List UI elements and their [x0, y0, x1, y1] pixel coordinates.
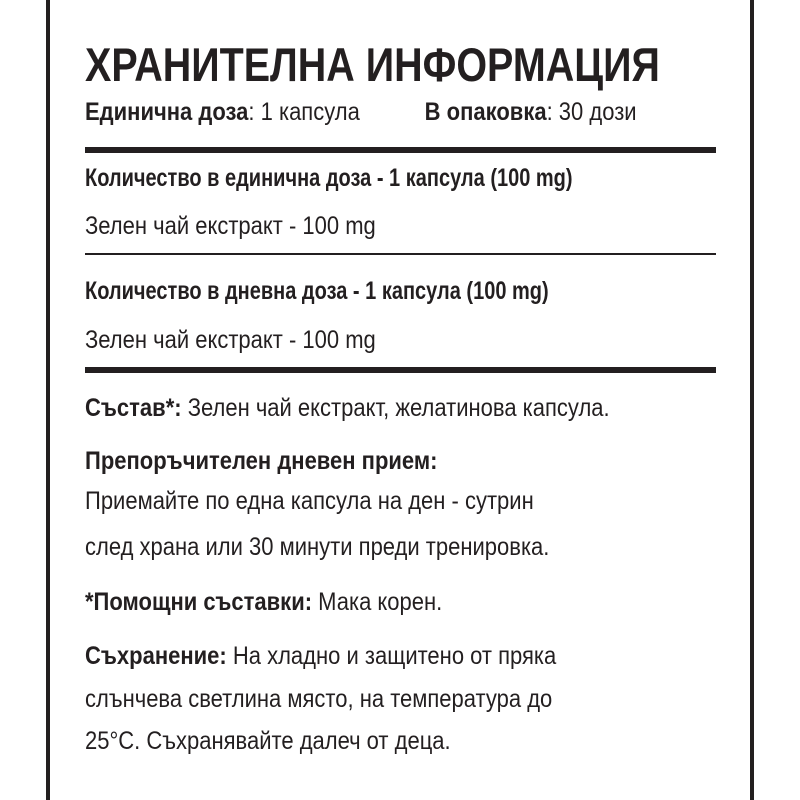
composition-text: Зелен чай екстракт, желатинова капсула.	[181, 394, 610, 422]
serving-unit-label: Единична доза	[85, 98, 249, 126]
excipients-text: Мака корен.	[312, 588, 443, 616]
storage	[85, 640, 640, 672]
composition	[85, 392, 640, 424]
servings-per-pack-label: В опаковка	[424, 98, 547, 126]
recommended-line: Приемайте по една капсула на ден - сутрин	[85, 487, 534, 515]
servings-per-pack-value: : 30 дози	[546, 98, 637, 126]
label-title: ХРАНИТЕЛНА ИНФОРМАЦИЯ	[85, 38, 660, 91]
storage-text: На хладно и защитено от пряка	[226, 642, 557, 670]
per-unit-item: Зелен чай екстракт - 100 mg	[85, 212, 376, 240]
per-day-heading: Количество в дневна доза - 1 капсула (100 mg)	[85, 277, 549, 305]
divider-thick	[85, 147, 716, 153]
divider	[85, 253, 716, 255]
per-unit-heading: Количество в единична доза - 1 капсула (100 mg)	[85, 164, 573, 192]
excipients	[85, 586, 640, 618]
composition-label: Състав*:	[85, 394, 182, 422]
storage-line: слънчева светлина място, на температура до	[85, 685, 553, 713]
serving-unit-value: : 1 капсула	[248, 98, 360, 126]
recommended-heading: Препоръчителен дневен прием:	[85, 447, 438, 475]
per-day-item: Зелен чай екстракт - 100 mg	[85, 326, 376, 354]
excipients-label: *Помощни съставки:	[85, 588, 313, 616]
divider-thick	[85, 367, 716, 373]
servings-per-pack	[425, 96, 637, 128]
storage-line: 25°C. Съхранявайте далеч от деца.	[85, 727, 451, 755]
recommended-line: след храна или 30 минути преди тренировка.	[85, 533, 550, 561]
storage-label: Съхранение:	[85, 642, 227, 670]
serving-info-row	[85, 96, 640, 128]
nutrition-label	[46, 0, 754, 800]
